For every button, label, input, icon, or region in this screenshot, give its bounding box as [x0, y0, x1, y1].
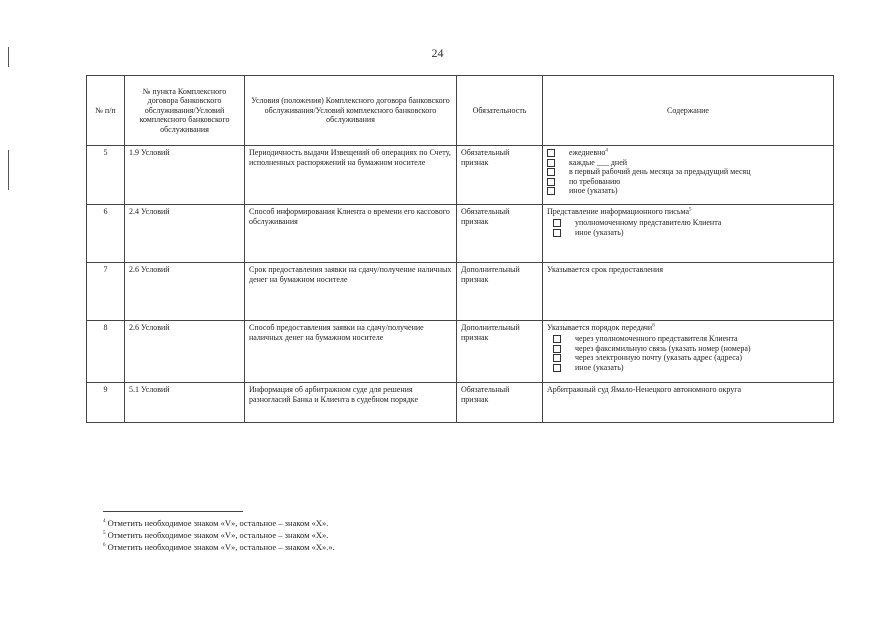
option-label: [575, 353, 742, 363]
option-label: [569, 186, 618, 196]
table-header-row: [87, 76, 834, 146]
table-row: [87, 205, 834, 263]
footnote-text: Отметить необходимое знаком «V», остальное – знаком «X».: [105, 530, 329, 540]
condition-text: Периодичность выдачи Извещений об операциях по Счету, исполненных распоряжений на бумажном носителе: [245, 146, 457, 205]
header-clause: № пункта Комплексного договора банковского обслуживания/Условий комплексного банковского обслуживания: [125, 76, 245, 146]
footnote-ref: 5: [689, 207, 692, 213]
content-title: [547, 385, 829, 396]
option-line: [547, 353, 829, 363]
content-title: [547, 207, 829, 218]
option-text: в первый рабочий день месяца за предыдущий месяц: [569, 167, 751, 176]
footnote: [103, 517, 335, 529]
option-text: иное (указать): [575, 227, 624, 237]
content-title-text: Указывается срок предоставления: [547, 265, 663, 274]
clause-ref: 2.6 Условий: [125, 321, 245, 383]
clause-ref: 5.1 Условий: [125, 383, 245, 423]
checkbox[interactable]: [547, 168, 555, 176]
option-line: [547, 158, 829, 168]
option-text: через факсимильную связь (указать номер (номера): [575, 343, 751, 353]
footnote-mark: 4: [103, 519, 106, 525]
option-text: каждые ___ дней: [569, 157, 628, 167]
option-label: [569, 148, 608, 158]
conditions-table: [86, 75, 834, 423]
option-label: [575, 218, 721, 228]
table-row: [87, 321, 834, 383]
checkbox[interactable]: [547, 159, 555, 167]
header-conditions: Условия (положения) Комплексного договора банковского обслуживания/Условий комплексного банковского обслуживания: [245, 76, 457, 146]
option-label: [569, 158, 627, 168]
option-label: [575, 228, 624, 238]
content-cell: [543, 146, 834, 205]
obligation-text: Обязательный признак: [457, 383, 543, 423]
condition-text: Срок предоставления заявки на сдачу/получение наличных денег на бумажном носителе: [245, 263, 457, 321]
checkbox[interactable]: [553, 354, 561, 362]
row-number: 9: [87, 383, 125, 423]
footnote-text: Отметить необходимое знаком «V», остальное – знаком «X».: [105, 518, 329, 528]
content-cell: [543, 205, 834, 263]
option-line: [547, 148, 829, 158]
table-row: [87, 383, 834, 423]
option-label: [575, 363, 624, 373]
option-text: иное (указать): [575, 362, 624, 372]
option-label: [569, 177, 620, 187]
checkbox[interactable]: [547, 187, 555, 195]
option-line: [547, 177, 829, 187]
footnotes: [103, 517, 335, 553]
row-number: 6: [87, 205, 125, 263]
option-text: по требованию: [569, 176, 621, 186]
checkbox[interactable]: [547, 178, 555, 186]
content-cell: [543, 383, 834, 423]
content-cell: [543, 263, 834, 321]
header-num: № п/п: [87, 76, 125, 146]
footnote-mark: 5: [103, 531, 106, 537]
option-text: через электронную почту (указать адрес (адреса): [575, 353, 743, 362]
checkbox[interactable]: [553, 219, 561, 227]
option-line: [547, 186, 829, 196]
table-body: [87, 146, 834, 423]
content-title-text: Арбитражный суд Ямало-Ненецкого автономного округа: [547, 385, 742, 394]
option-text: через уполномоченного представителя Клиента: [575, 334, 738, 343]
table-row: [87, 146, 834, 205]
option-line: [547, 218, 829, 228]
option-line: [547, 363, 829, 373]
header-obligation: Обязательность: [457, 76, 543, 146]
obligation-text: Дополнительный признак: [457, 321, 543, 383]
obligation-text: Обязательный признак: [457, 146, 543, 205]
condition-text: Способ предоставления заявки на сдачу/получение наличных денег на бумажном носителе: [245, 321, 457, 383]
clause-ref: 2.4 Условий: [125, 205, 245, 263]
content-title-text: Представление информационного письма: [547, 207, 690, 216]
content-title: [547, 265, 829, 276]
checkbox[interactable]: [553, 364, 561, 372]
row-number: 5: [87, 146, 125, 205]
checkbox[interactable]: [553, 335, 561, 343]
condition-text: Информация об арбитражном суде для решения разногласий Банка и Клиента в судебном порядке: [245, 383, 457, 423]
footnote-rule: [103, 511, 243, 512]
table-row: [87, 263, 834, 321]
option-label: [575, 334, 738, 344]
checkbox[interactable]: [547, 149, 555, 157]
option-label: [569, 167, 750, 177]
content-title-text: Указывается порядок передачи: [547, 323, 653, 332]
content-title: [547, 323, 829, 334]
checkbox[interactable]: [553, 345, 561, 353]
option-line: [547, 334, 829, 344]
footnote: [103, 541, 335, 553]
option-text: ежедневно: [569, 148, 606, 157]
header-content: Содержание: [543, 76, 834, 146]
option-label: [575, 344, 751, 354]
row-number: 7: [87, 263, 125, 321]
content-cell: [543, 321, 834, 383]
condition-text: Способ информирования Клиента о времени его кассового обслуживания: [245, 205, 457, 263]
footnote-text: Отметить необходимое знаком «V», остальное – знаком «X».».: [105, 542, 335, 552]
option-line: [547, 344, 829, 354]
obligation-text: Дополнительный признак: [457, 263, 543, 321]
page-number: 24: [431, 46, 444, 60]
row-number: 8: [87, 321, 125, 383]
option-line: [547, 167, 829, 177]
footnote-ref: 4: [605, 148, 608, 154]
obligation-text: Обязательный признак: [457, 205, 543, 263]
footnote-ref: 6: [652, 323, 655, 329]
margin-mark-bottom: [8, 150, 9, 190]
footnote: [103, 529, 335, 541]
option-line: [547, 228, 829, 238]
option-text: иное (указать): [569, 186, 618, 195]
option-text: уполномоченному представителю Клиента: [575, 218, 722, 227]
footnote-mark: 6: [103, 543, 106, 549]
checkbox[interactable]: [553, 229, 561, 237]
clause-ref: 1.9 Условий: [125, 146, 245, 205]
clause-ref: 2.6 Условий: [125, 263, 245, 321]
